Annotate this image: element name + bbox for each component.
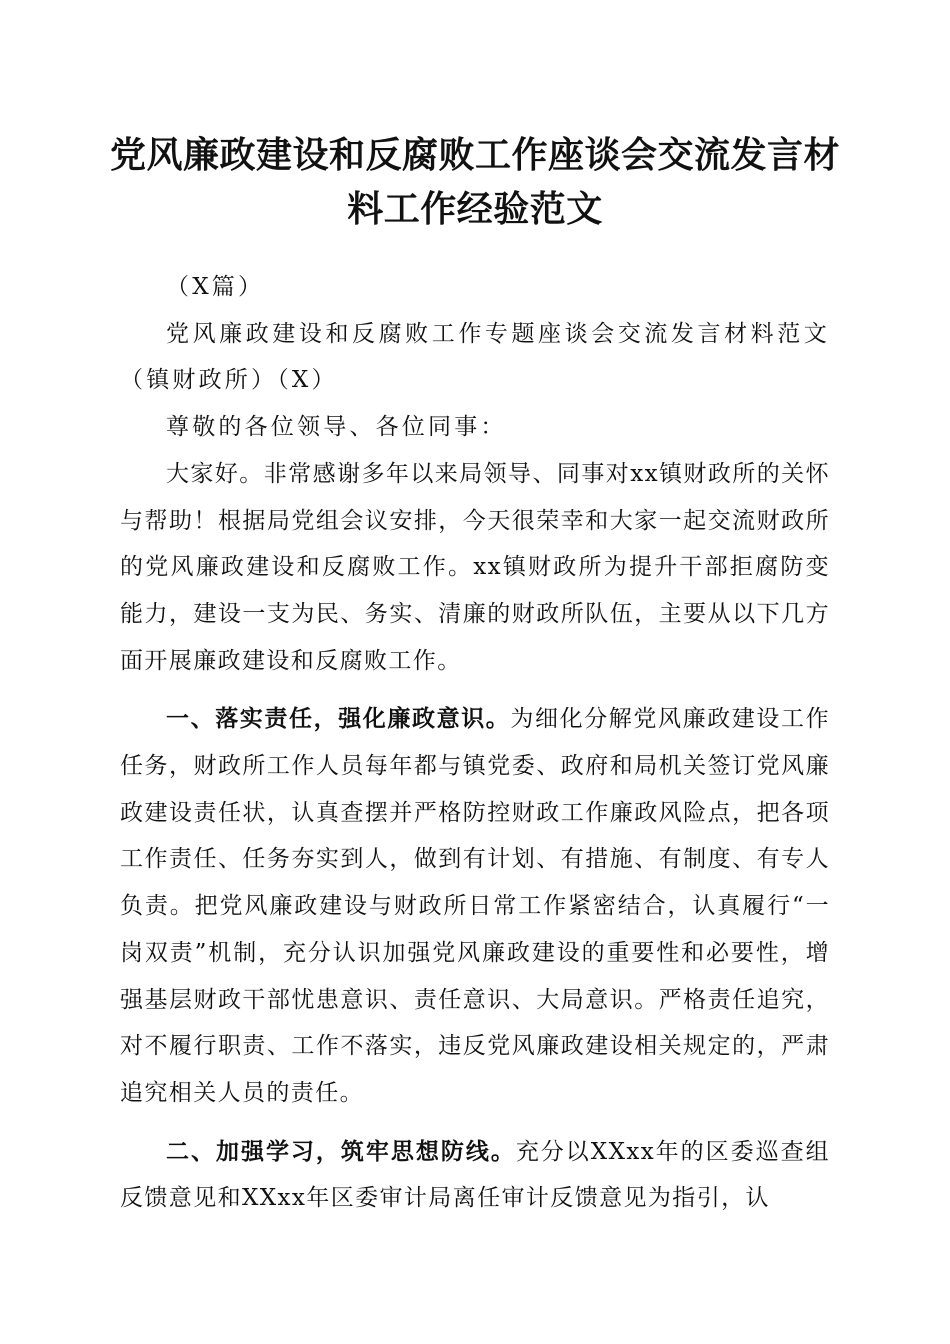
title-line-1: 党风廉政建设和反腐败工作座谈会交流发言材 <box>110 134 841 176</box>
section-2-paragraph <box>120 1129 830 1222</box>
section-2-body: 充分以XXxx年的区委巡查组反馈意见和XXxx年区委审计局离任审计反馈意见为指引，认 <box>120 1138 830 1212</box>
section-2-heading: 二、加强学习，筑牢思想防线。 <box>166 1138 516 1165</box>
document-body <box>120 264 830 1222</box>
title-line-2: 料工作经验范文 <box>347 188 603 230</box>
document-title <box>110 128 840 236</box>
piece-label: （X篇） <box>166 274 265 300</box>
section-1-body: 为细化分解党风廉政建设工作任务，财政所工作人员每年都与镇党委、政府和局机关签订党风廉政建设责任状，认真查摆并严格防控财政工作廉政风险点，把各项工作责任、任务夯实到人，做到有计划、有措施、有制度、有专人负责。把党风廉政建设与财政所日常工作紧密结合，认真履行“一岗双责”机制，充分认识加强党风廉政建设的重要性和必要性，增强基层财政干部忧患意识、责任意识、大局意识。严格责任追究，对不履行职责、工作不落实，违反党风廉政建设相关规定的，严肃追究相关人员的责任。 <box>120 706 831 1106</box>
intro-paragraph: 大家好。非常感谢多年以来局领导、同事对xx镇财政所的关怀与帮助！根据局党组会议安排，今天很荣幸和大家一起交流财政所的党风廉政建设和反腐败工作。xx镇财政所为提升干部拒腐防变能力，建设一支为民、务实、清廉的财政所队伍，主要从以下几方面开展廉政建设和反腐败工作。 <box>120 460 830 674</box>
section-1-heading: 一、落实责任，强化廉政意识。 <box>166 706 511 733</box>
greeting: 尊敬的各位领导、各位同事： <box>166 414 507 441</box>
section-1-paragraph <box>120 696 830 1116</box>
subtitle: 党风廉政建设和反腐败工作专题座谈会交流发言材料范文（镇财政所）（X） <box>120 320 830 394</box>
